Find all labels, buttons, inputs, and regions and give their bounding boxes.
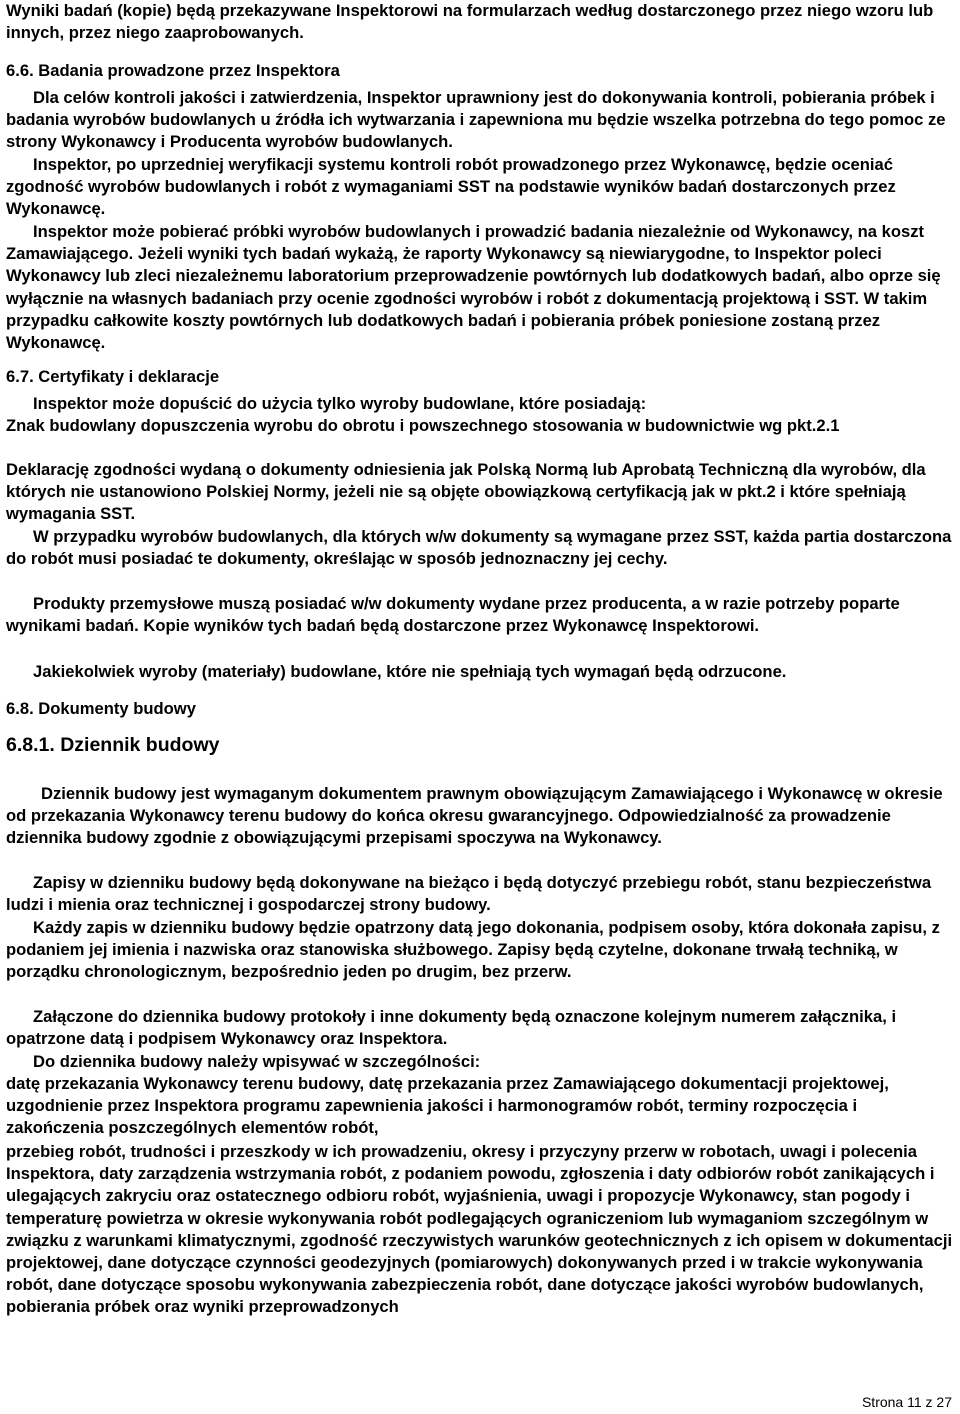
paragraph-6-6-3: Inspektor może pobierać próbki wyrobów budowlanych i prowadzić badania niezależnie od Wykonawcy, na koszt Zamawiającego. Jeżeli wyniki tych badań wykażą, że raporty Wykonawcy są niewiarygodne, to Inspektor poleci Wykonawcy lub zleci niezależnemu laboratorium przeprowadzenie powtórnych lub dodatkowych badań, albo oprze się wyłącznie na własnych badaniach przy ocenie zgodności wyrobów i robót z dokumentacją projektową i SST. W takim przypadku całkowite koszty powtórnych lub dodatkowych badań i pobierania próbek poniesione zostaną przez Wykonawcę. [6,222,941,353]
paragraph-6-6-1: Dla celów kontroli jakości i zatwierdzenia, Inspektor uprawniony jest do dokonywania kontroli, pobierania próbek i badania wyrobów budowlanych u źródła ich wytwarzania i zapewniona mu będzie wszelka potrzebna do tego pomoc ze strony Wykonawcy i Producenta wyrobów budowlanych. [6,88,946,152]
heading-6-8-1: 6.8.1. Dziennik budowy [6,734,220,756]
heading-6-8: 6.8. Dokumenty budowy [6,699,196,718]
paragraph-6-7-1: Inspektor może dopuścić do użycia tylko wyroby budowlane, które posiadają: [33,394,647,413]
paragraph-6-7-6: Jakiekolwiek wyroby (materiały) budowlane, które nie spełniają tych wymagań będą odrzucone. [33,662,787,681]
paragraph-6-7-3: Deklarację zgodności wydaną o dokumenty odniesienia jak Polską Normą lub Aprobatą Techniczną dla wyrobów, dla których nie ustanowiono Polskiej Normy, jeżeli nie są objęte obowiązkową certyfikacją jak w pkt.2 i które spełniają wymagania SST. [6,460,926,524]
paragraph-6-8-7: przebieg robót, trudności i przeszkody w ich prowadzeniu, okresy i przyczyny przerw w robotach, uwagi i polecenia Inspektora, daty zarządzenia wstrzymania robót, z podaniem powodu, zgłoszenia i daty odbiorów robót zanikających i ulegających zakryciu oraz ostatecznego odbioru robót, wyjaśnienia, uwagi i propozycje Wykonawcy, stan pogody i temperaturę powietrza w okresie wykonywania robót podlegających ograniczeniom lub wymaganiom szczególnym w związku z warunkami klimatycznymi, zgodność rzeczywistych warunków geotechnicznych z ich opisem w dokumentacji projektowej, dane dotyczące czynności geodezyjnych (pomiarowych) dokonywanych przed i w trakcie wykonywania robót, dane dotyczące sposobu wykonywania zabezpieczenia robót, dane dotyczące jakości wyrobów budowlanych, pobierania próbek oraz wyniki przeprowadzonych [6,1142,953,1317]
paragraph-6-8-5: Do dziennika budowy należy wpisywać w szczególności: [33,1052,481,1071]
paragraph-6-8-3: Każdy zapis w dzienniku budowy będzie opatrzony datą jego dokonania, podpisem osoby, która dokonała zapisu, z podaniem jej imienia i nazwiska oraz stanowiska służbowego. Zapisy będą czytelne, dokonane trwałą techniką, w porządku chronologicznym, bezpośrednio jeden po drugim, bez przerw. [6,918,940,982]
paragraph-6-8-1: Dziennik budowy jest wymaganym dokumentem prawnym obowiązującym Zamawiającego i Wykonawcę w okresie od przekazania Wykonawcy terenu budowy do końca okresu gwarancyjnego. Odpowiedzialność za prowadzenie dziennika budowy zgodnie z obowiązującymi przepisami spoczywa na Wykonawcy. [6,784,943,848]
paragraph-6-8-2: Zapisy w dzienniku budowy będą dokonywane na bieżąco i będą dotyczyć przebiegu robót, stanu bezpieczeństwa ludzi i mienia oraz technicznej i gospodarczej strony budowy. [6,873,932,915]
paragraph-6-6-2: Inspektor, po uprzedniej weryfikacji systemu kontroli robót prowadzonego przez Wykonawcę, będzie oceniać zgodność wyrobów budowlanych i robót z wymaganiami SST na podstawie wyników badań dostarczonych przez Wykonawcę. [6,155,896,219]
paragraph-6-7-4: W przypadku wyrobów budowlanych, dla których w/w dokumenty są wymagane przez SST, każda partia dostarczona do robót musi posiadać te dokumenty, określając w sposób jednoznaczny jej cechy. [6,527,952,569]
heading-6-7: 6.7. Certyfikaty i deklaracje [6,367,220,386]
heading-6-6: 6.6. Badania prowadzone przez Inspektora [6,61,340,80]
page-number: Strona 11 z 27 [861,1394,952,1410]
paragraph-6-7-2: Znak budowlany dopuszczenia wyrobu do obrotu i powszechnego stosowania w budownictwie wg pkt.2.1 [6,416,840,435]
paragraph-6-7-5: Produkty przemysłowe muszą posiadać w/w dokumenty wydane przez producenta, a w razie potrzeby poparte wynikami badań. Kopie wyników tych badań będą dostarczone przez Wykonawcę Inspektorowi. [6,594,900,636]
paragraph-intro: Wyniki badań (kopie) będą przekazywane Inspektorowi na formularzach według dostarczonego przez niego wzoru lub innych, przez niego zaaprobowanych. [6,1,934,43]
paragraph-6-8-4: Załączone do dziennika budowy protokoły i inne dokumenty będą oznaczone kolejnym numerem załącznika, i opatrzone datą i podpisem Wykonawcy oraz Inspektora. [6,1007,897,1049]
paragraph-6-8-6: datę przekazania Wykonawcy terenu budowy, datę przekazania przez Zamawiającego dokumentacji projektowej, uzgodnienie przez Inspektora programu zapewnienia jakości i harmonogramów robót, terminy rozpoczęcia i zakończenia poszczególnych elementów robót, [6,1074,889,1138]
